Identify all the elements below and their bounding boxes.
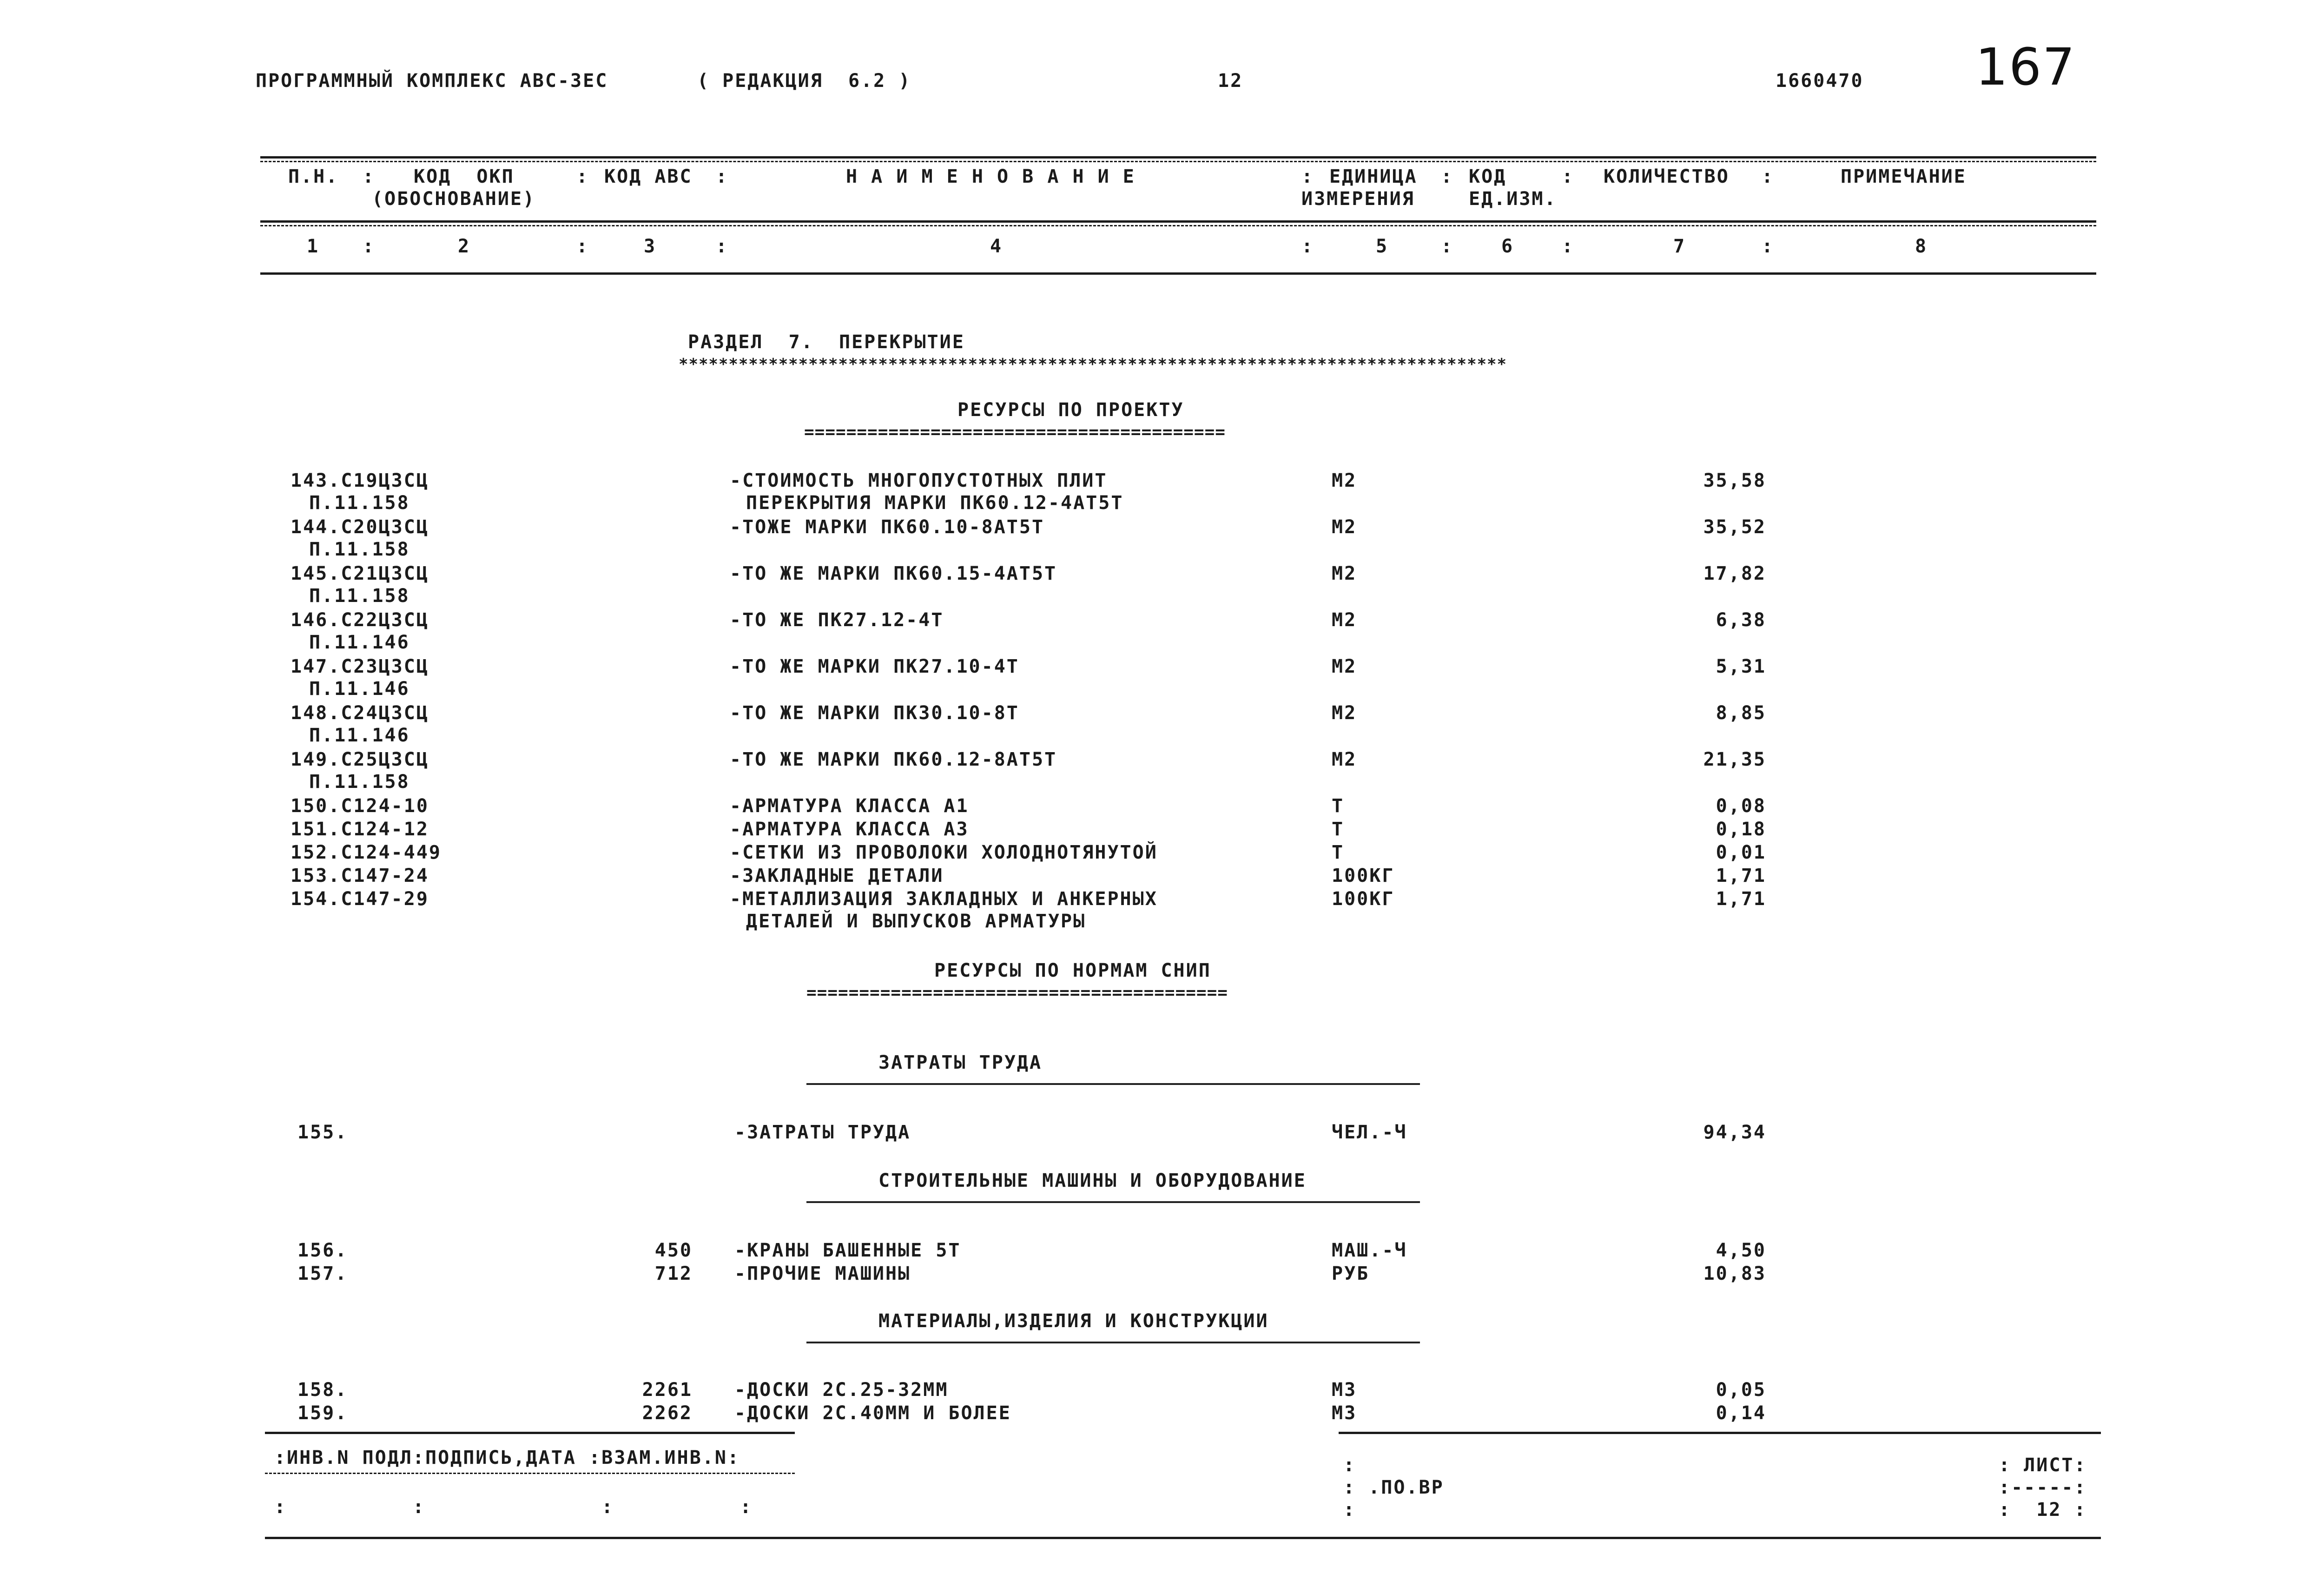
row-unit: Т [1332,795,1345,817]
col-num-4: 4 [990,236,1003,257]
row-code: 151.С124-12 [290,819,429,840]
row-name: -ДОСКИ 2С.25-32ММ [734,1379,949,1401]
col-num-sep-2: : [576,236,589,257]
row-qty: 1,71 [1716,865,1766,886]
machines-underline [806,1201,1420,1203]
col-note: ПРИМЕЧАНИЕ [1841,166,1967,187]
row-name: -ТО ЖЕ ПК27.12-4Т [730,609,944,631]
col-sep-6: : [1562,166,1575,187]
col-unit-code: КОД [1469,166,1507,187]
row-name: -АРМАТУРА КЛАССА А3 [730,819,969,840]
col-sep-5: : [1441,166,1454,187]
row-unit: М2 [1332,470,1357,491]
stamp-mid-rule [265,1473,795,1474]
row-code: 150.С124-10 [290,795,429,817]
row-code: 144.С20Ц3СЦ [290,516,429,538]
materials-underline [806,1342,1420,1343]
col-num-8: 8 [1915,236,1928,257]
row-code: 157. [297,1263,348,1284]
row-name-cont: ПЕРЕКРЫТИЯ МАРКИ ПК60.12-4АТ5Т [746,492,1124,514]
row-basis: П.11.146 [309,725,410,746]
col-okp: КОД ОКП [414,166,515,187]
program-title: ПРОГРАММНЫЙ КОМПЛЕКС АВС-ЗЕС [256,70,608,92]
row-qty: 4,50 [1716,1240,1766,1261]
row-basis: П.11.158 [309,539,410,560]
row-qty: 5,31 [1716,656,1766,677]
row-abc: 2262 [642,1402,693,1424]
row-unit: М3 [1332,1379,1357,1401]
row-name: -СТОИМОСТЬ МНОГОПУСТОТНЫХ ПЛИТ [730,470,1108,491]
row-basis: П.11.146 [309,632,410,653]
labor-title: ЗАТРАТЫ ТРУДА [878,1052,1043,1073]
col-num-2: 2 [458,236,471,257]
row-qty: 0,18 [1716,819,1766,840]
row-code: 158. [297,1379,348,1401]
row-basis: П.11.146 [309,678,410,700]
row-code: 147.С23Ц3СЦ [290,656,429,677]
sheet-number: : 12 : [1999,1499,2087,1521]
row-name-cont: ДЕТАЛЕЙ И ВЫПУСКОВ АРМАТУРЫ [746,911,1086,932]
machines-title: СТРОИТЕЛЬНЫЕ МАШИНЫ И ОБОРУДОВАНИЕ [878,1170,1307,1191]
row-code: 156. [297,1240,348,1261]
row-qty: 1,71 [1716,888,1766,910]
row-name: -АРМАТУРА КЛАССА А1 [730,795,969,817]
row-code: 146.С22Ц3СЦ [290,609,429,631]
row-code: 154.С147-29 [290,888,429,910]
handwritten-sheet-number: 167 [1975,37,2076,97]
row-qty: 17,82 [1703,563,1766,584]
col-unit-code-2: ЕД.ИЗМ. [1469,188,1557,210]
col-sep-7: : [1762,166,1775,187]
stamp-top-rule-right [1339,1432,2101,1434]
row-unit: РУБ [1332,1263,1370,1284]
sheet-label: : ЛИСТ: [1999,1455,2087,1476]
col-num-sep-3: : [716,236,729,257]
table-top-rule [260,156,2096,159]
row-qty: 10,83 [1703,1263,1766,1284]
materials-title: МАТЕРИАЛЫ,ИЗДЕЛИЯ И КОНСТРУКЦИИ [878,1310,1269,1332]
stamp-mid-colon: : [1343,1455,1356,1476]
col-num-6: 6 [1501,236,1514,257]
col-num-sep-1: : [363,236,376,257]
row-code: 143.С19Ц3СЦ [290,470,429,491]
col-num-7: 7 [1673,236,1686,257]
row-unit: 100КГ [1332,888,1395,910]
stamp-mid-text: : .ПО.ВР [1343,1477,1444,1498]
row-qty: 0,05 [1716,1379,1766,1401]
col-num-sep-7: : [1762,236,1775,257]
row-qty: 0,08 [1716,795,1766,817]
col-sep-4: : [1301,166,1314,187]
row-unit: МАШ.-Ч [1332,1240,1407,1261]
row-unit: М2 [1332,563,1357,584]
row-unit: М2 [1332,656,1357,677]
stamp-header: :ИНВ.N ПОДЛ:ПОДПИСЬ,ДАТА :ВЗАМ.ИНВ.N: [274,1447,740,1468]
row-basis: П.11.158 [309,585,410,607]
row-name: -ПРОЧИЕ МАШИНЫ [734,1263,911,1284]
col-qty: КОЛИЧЕСТВО [1604,166,1730,187]
row-unit: Т [1332,842,1345,863]
sheet-separator: :-----: [1999,1477,2087,1498]
row-name: -ЗАТРАТЫ ТРУДА [734,1122,911,1143]
col-abc: КОД АВС [604,166,693,187]
row-code: 145.С21Ц3СЦ [290,563,429,584]
row-unit: М2 [1332,516,1357,538]
row-code: 149.С25Ц3СЦ [290,749,429,770]
col-sep-3: : [716,166,729,187]
col-sep-2: : [576,166,589,187]
row-unit: М2 [1332,749,1357,770]
row-abc: 712 [654,1263,693,1284]
stamp-top-rule-left [265,1432,795,1434]
project-resources-underline: ======================================== [804,423,1226,442]
row-unit: М2 [1332,702,1357,724]
row-name: -СЕТКИ ИЗ ПРОВОЛОКИ ХОЛОДНОТЯНУТОЙ [730,842,1158,863]
row-code: 153.С147-24 [290,865,429,886]
row-qty: 35,52 [1703,516,1766,538]
row-name: -ТО ЖЕ МАРКИ ПК60.12-8АТ5Т [730,749,1057,770]
col-pn: П.Н. [288,166,339,187]
row-name: -ЗАКЛАДНЫЕ ДЕТАЛИ [730,865,944,886]
row-unit: ЧЕЛ.-Ч [1332,1122,1407,1143]
row-qty: 0,01 [1716,842,1766,863]
row-qty: 35,58 [1703,470,1766,491]
stamp-cells: : : : : [274,1496,753,1518]
col-name: Н А И М Е Н О В А Н И Е [846,166,1136,187]
row-name: -ТО ЖЕ МАРКИ ПК60.15-4АТ5Т [730,563,1057,584]
row-code: 148.С24Ц3СЦ [290,702,429,724]
document-number: 1660470 [1776,70,1864,92]
table-top-rule-2 [260,161,2096,162]
section-title: РАЗДЕЛ 7. ПЕРЕКРЫТИЕ [688,331,965,353]
row-unit: 100КГ [1332,865,1395,886]
col-unit: ЕДИНИЦА [1329,166,1418,187]
row-code: 155. [297,1122,348,1143]
stamp-mid-colon-2: : [1343,1499,1356,1521]
row-unit: Т [1332,819,1345,840]
row-qty: 6,38 [1716,609,1766,631]
stamp-bottom-rule [265,1537,2101,1539]
col-num-3: 3 [644,236,657,257]
row-qty: 21,35 [1703,749,1766,770]
row-unit: М2 [1332,609,1357,631]
col-unit-measure: ИЗМЕРЕНИЯ [1301,188,1415,210]
row-basis: П.11.158 [309,492,410,514]
row-name: -ТОЖЕ МАРКИ ПК60.10-8АТ5Т [730,516,1045,538]
row-basis: П.11.158 [309,771,410,793]
column-number-top-rule-2 [260,225,2096,226]
edition-label: ( РЕДАКЦИЯ 6.2 ) [697,70,911,92]
section-stars: *********************************************************************************** [679,355,1507,374]
row-qty: 94,34 [1703,1122,1766,1143]
row-code: 152.С124-449 [290,842,442,863]
row-abc: 2261 [642,1379,693,1401]
col-num-5: 5 [1376,236,1389,257]
col-num-sep-4: : [1301,236,1314,257]
column-number-bottom-rule [260,272,2096,275]
row-name: -ТО ЖЕ МАРКИ ПК30.10-8Т [730,702,1019,724]
column-number-top-rule [260,220,2096,223]
row-name: -КРАНЫ БАШЕННЫЕ 5Т [734,1240,961,1261]
norms-resources-underline: ======================================== [806,983,1228,1002]
col-num-1: 1 [307,236,320,257]
row-code: 159. [297,1402,348,1424]
col-sep-1: : [363,166,376,187]
project-resources-title: РЕСУРСЫ ПО ПРОЕКТУ [957,399,1184,421]
row-name: -МЕТАЛЛИЗАЦИЯ ЗАКЛАДНЫХ И АНКЕРНЫХ [730,888,1158,910]
row-name: -ТО ЖЕ МАРКИ ПК27.10-4Т [730,656,1019,677]
row-qty: 8,85 [1716,702,1766,724]
row-name: -ДОСКИ 2С.40ММ И БОЛЕЕ [734,1402,1011,1424]
col-num-sep-6: : [1562,236,1575,257]
row-abc: 450 [654,1240,693,1261]
labor-underline [806,1083,1420,1085]
row-unit: М3 [1332,1402,1357,1424]
norms-resources-title: РЕСУРСЫ ПО НОРМАМ СНИП [934,960,1211,981]
col-num-sep-5: : [1441,236,1454,257]
page-number: 12 [1218,70,1243,92]
row-qty: 0,14 [1716,1402,1766,1424]
col-okp-basis: (ОБОСНОВАНИЕ) [372,188,536,210]
